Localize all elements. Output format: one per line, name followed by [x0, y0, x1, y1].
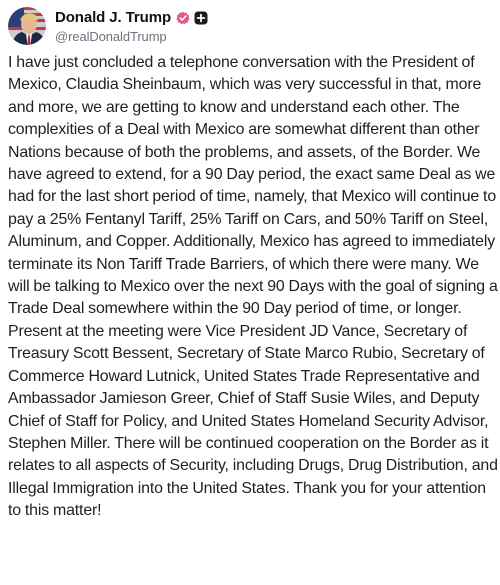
post-header	[8, 6, 208, 46]
author-handle[interactable]: @realDonaldTrump	[55, 28, 167, 44]
avatar[interactable]	[8, 7, 46, 45]
author-identity	[55, 9, 208, 44]
author-name-row	[55, 9, 208, 27]
plus-badge-icon	[194, 11, 208, 25]
profile-photo-avatar-icon	[8, 7, 46, 45]
verified-check-icon	[176, 11, 190, 25]
post-body-text: I have just concluded a telephone conversation with the President of Mexico, Claudia Sheinbaum, which was very successful in that, more and more, we are getting to know and understand each other. The complexities of a Deal with Mexico are somewhat different than other Nations because of both the problems, and assets, of the Border. We have agreed to extend, for a 90 Day period, the exact same Deal as we had for the last short period of time, namely, that Mexico will continue to pay a 25% Fentanyl Tariff, 25% Tariff on Cars, and 50% Tariff on Steel, Aluminum, and Copper. Additionally, Mexico has agreed to immediately terminate its Non Tariff Trade Barriers, of which there were many. We will be talking to Mexico over the next 90 Days with the goal of signing a Trade Deal somewhere within the 90 Day period of time, or longer. Present at the meeting were Vice President JD Vance, Secretary of Treasury Scott Bessent, Secretary of State Marco Rubio, Secretary of Commerce Howard Lutnick, United States Trade Representative and Ambassador Jamieson Greer, Chief of Staff Susie Wiles, and Deputy Chief of Staff for Policy, and United States Homeland Security Advisor, Stephen Miller. There will be continued cooperation on the Border as it relates to all aspects of Security, including Drugs, Drug Distribution, and Illegal Immigration into the United States. Thank you for your attention to this matter!	[8, 54, 498, 520]
author-display-name[interactable]: Donald J. Trump	[55, 9, 172, 26]
